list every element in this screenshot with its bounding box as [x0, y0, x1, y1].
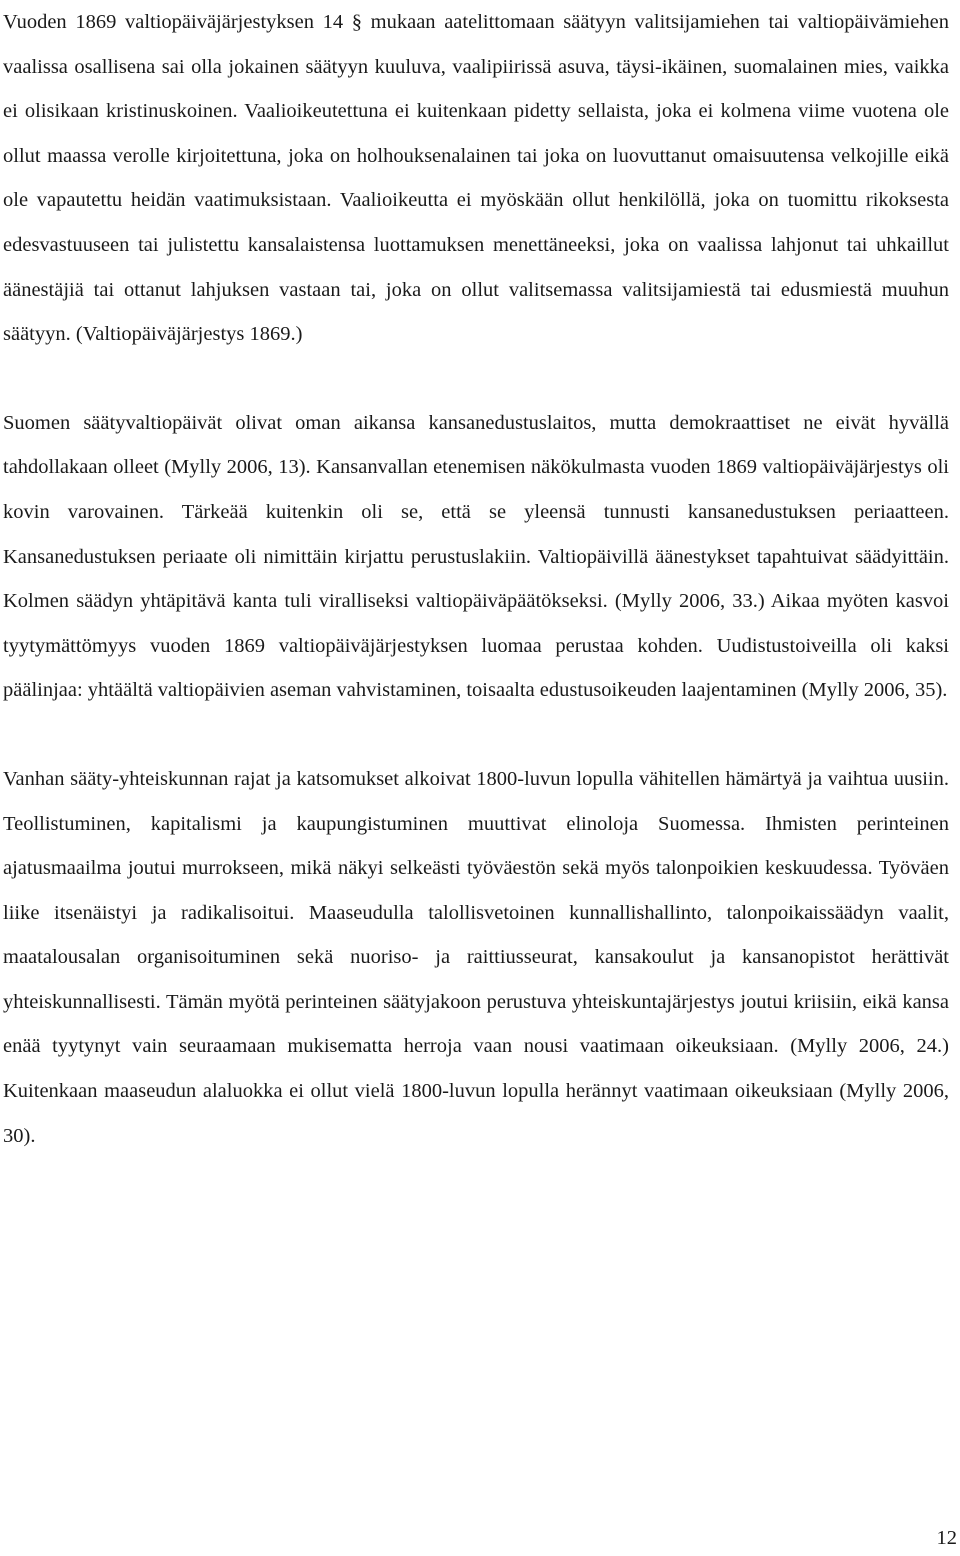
paragraph-society-change: Vanhan sääty-yhteiskunnan rajat ja katsomukset alkoivat 1800-luvun lopulla vähitellen hämärtyä ja vaihtua uusiin. Teollistuminen, kapitalismi ja kaupungistuminen muuttivat elinoloja Suomessa. Ihmisten perinteinen ajatusmaailma joutui murrokseen, mikä näkyi selkeästi työväestön sekä myös talonpoikien keskuudessa. Työväen liike itsenäistyi ja radikalisoitui. Maaseudulla talollisvetoinen kunnallishallinto, talonpoikaissäädyn vaalit, maatalousalan organisoituminen sekä nuoriso- ja raittiusseurat, kansakoulut ja kansanopistot herättivät yhteiskunnallisesti. Tämän myötä perinteinen säätyjakoon perustuva yhteiskuntajärjestys joutui kriisiin, eikä kansa enää tyytynyt vain seuraamaan mukisematta herroja vaan nousi vaatimaan oikeuksiaan. (Mylly 2006, 24.) Kuitenkaan maaseudun alaluokka ei ollut vielä 1800-luvun lopulla herännyt vaatimaan oikeuksiaan (Mylly 2006, 30).: [3, 767, 949, 1147]
paragraph-estate-diet: Suomen säätyvaltiopäivät olivat oman aikansa kansanedustuslaitos, mutta demokraattiset ne eivät hyvällä tahdollakaan olleet (Mylly 2006, 13). Kansanvallan etenemisen näkökulmasta vuoden 1869 valtiopäiväjärjestys oli kovin varovainen. Tärkeää kuitenkin oli se, että se yleensä tunnusti kansanedustuksen periaatteen. Kansanedustuksen periaate oli nimittäin kirjattu perustuslakiin. Valtiopäivillä äänestykset tapahtuivat säädyittäin. Kolmen säädyn yhtäpitävä kanta tuli viralliseksi valtiopäiväpäätökseksi. (Mylly 2006, 33.) Aikaa myöten kasvoi tyytymättömyys vuoden 1869 valtiopäiväjärjestyksen luomaa perustaa kohden. Uudistustoiveilla oli kaksi päälinjaa: yhtäältä valtiopäivien aseman vahvistaminen, toisaalta edustusoikeuden laajentaminen (Mylly 2006, 35).: [3, 411, 949, 702]
document-page: [3, 0, 949, 1158]
paragraph-voting-rights-1869: Vuoden 1869 valtiopäiväjärjestyksen 14 § mukaan aatelittomaan säätyyn valitsijamiehen tai valtiopäivämiehen vaalissa osallisena sai olla jokainen säätyyn kuuluva, vaalipiirissä asuva, täysi-ikäinen, suomalainen mies, vaikka ei olisikaan kristinuskoinen. Vaalioikeutettuna ei kuitenkaan pidetty sellaista, joka ei kolmena viime vuotena ole ollut maassa verolle kirjoitettuna, joka on holhouksenalainen tai joka on luovuttanut omaisuutensa velkojille eikä ole vapautettu heidän vaatimuksistaan. Vaalioikeutta ei myöskään ollut henkilöllä, joka on tuomittu rikoksesta edesvastuuseen tai julistettu kansalaistensa luottamuksen menettäneeksi, joka on vaalissa lahjonut tai uhkaillut äänestäjiä tai ottanut lahjuksen vastaan tai, joka on ollut valitsemassa valitsijamiestä tai edusmiestä muuhun säätyyn. (Valtiopäiväjärjestys 1869.): [3, 11, 949, 346]
page-number: 12: [936, 1527, 957, 1549]
